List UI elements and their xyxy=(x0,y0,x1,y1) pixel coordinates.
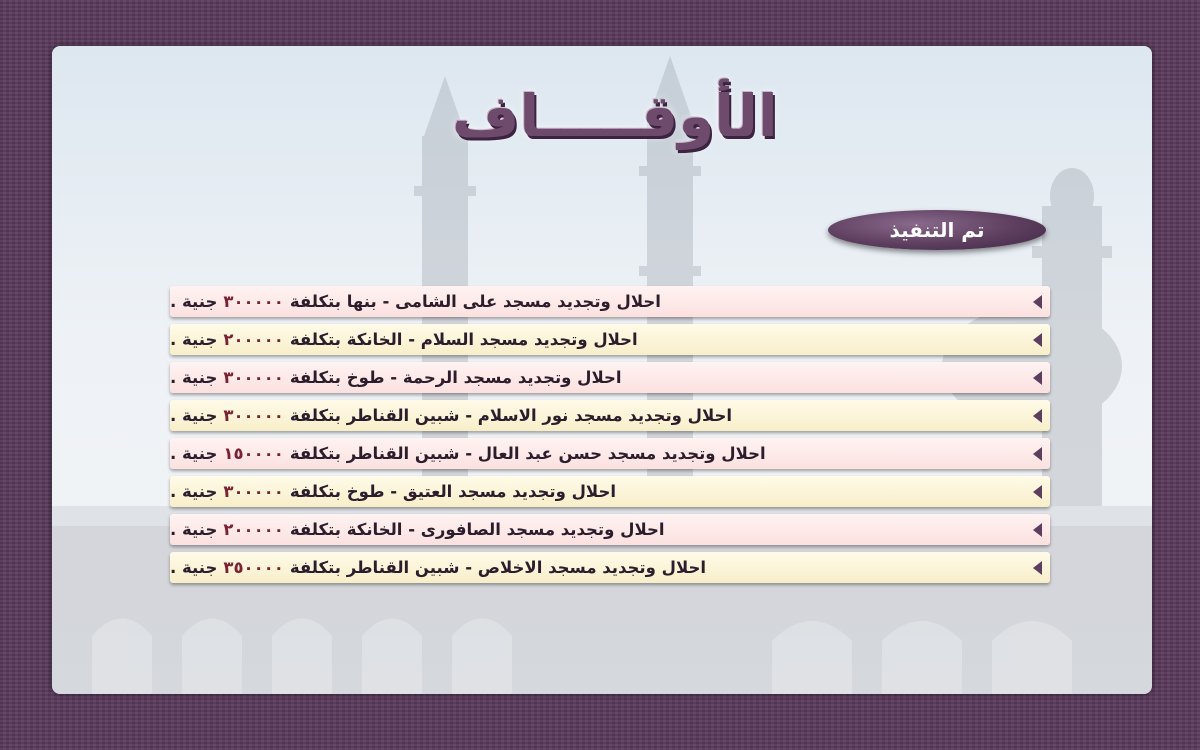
item-text: احلال وتجديد مسجد السلام - الخانكة بتكلفة٢٠٠٠٠٠جنية . xyxy=(170,330,638,349)
triangle-left-icon xyxy=(1033,409,1042,423)
status-badge xyxy=(828,210,1046,250)
item-amount: ١٥٠٠٠٠ xyxy=(223,444,284,463)
item-amount: ٣٥٠٠٠٠ xyxy=(223,558,284,577)
item-amount: ٣٠٠٠٠٠ xyxy=(223,368,284,387)
item-text: احلال وتجديد مسجد حسن عبد العال - شبين القناطر بتكلفة١٥٠٠٠٠جنية . xyxy=(170,444,766,463)
page-title: الأوقـــــاف xyxy=(452,82,778,150)
item-text: احلال وتجديد مسجد نور الاسلام - شبين القناطر بتكلفة٣٠٠٠٠٠جنية . xyxy=(170,406,733,425)
item-text: احلال وتجديد مسجد على الشامى - بنها بتكلفة٣٠٠٠٠٠جنية . xyxy=(170,292,661,311)
item-amount: ٢٠٠٠٠٠ xyxy=(223,330,284,349)
item-text: احلال وتجديد مسجد الاخلاص - شبين القناطر بتكلفة٣٥٠٠٠٠جنية . xyxy=(170,558,707,577)
triangle-left-icon xyxy=(1033,371,1042,385)
list-item xyxy=(170,438,1050,469)
status-label: تم التنفيذ xyxy=(889,218,985,242)
item-text: احلال وتجديد مسجد الرحمة - طوخ بتكلفة٣٠٠٠٠٠جنية . xyxy=(170,368,622,387)
project-list xyxy=(170,286,1050,590)
triangle-left-icon xyxy=(1033,295,1042,309)
item-text: احلال وتجديد مسجد الصافورى - الخانكة بتكلفة٢٠٠٠٠٠جنية . xyxy=(170,520,665,539)
triangle-left-icon xyxy=(1033,561,1042,575)
slide-panel xyxy=(52,46,1152,694)
list-item xyxy=(170,362,1050,393)
list-item xyxy=(170,400,1050,431)
item-amount: ٢٠٠٠٠٠ xyxy=(223,520,284,539)
item-amount: ٣٠٠٠٠٠ xyxy=(223,406,284,425)
triangle-left-icon xyxy=(1033,447,1042,461)
triangle-left-icon xyxy=(1033,333,1042,347)
item-text: احلال وتجديد مسجد العتيق - طوخ بتكلفة٣٠٠٠٠٠جنية . xyxy=(170,482,616,501)
list-item xyxy=(170,476,1050,507)
triangle-left-icon xyxy=(1033,523,1042,537)
item-amount: ٣٠٠٠٠٠ xyxy=(223,292,284,311)
list-item xyxy=(170,324,1050,355)
item-amount: ٣٠٠٠٠٠ xyxy=(223,482,284,501)
list-item xyxy=(170,286,1050,317)
list-item xyxy=(170,514,1050,545)
list-item xyxy=(170,552,1050,583)
triangle-left-icon xyxy=(1033,485,1042,499)
